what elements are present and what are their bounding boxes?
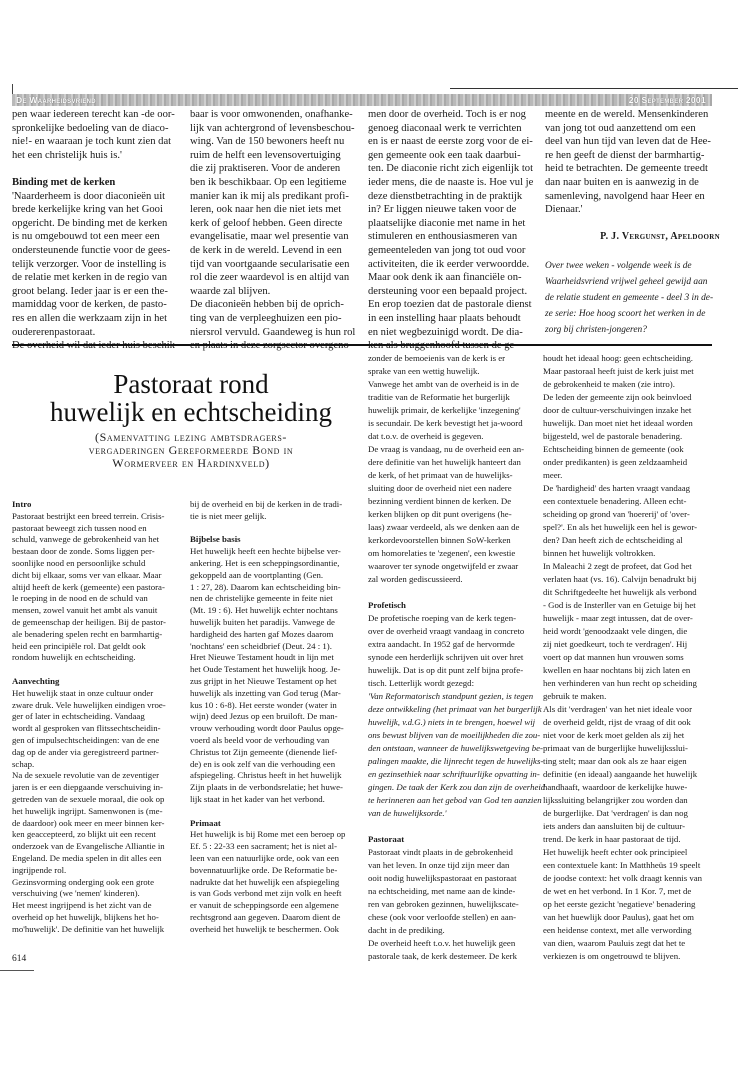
paragraph: houdt het ideaal hoog: geen echtscheiding. Maar pastoraal heeft juist de kerk juist met de gebrokenheid te maken (zie intro). De leden der gemeente zijn ook beinvloed door de cultuur-verschuivingen inzake het huwelijk. Dan moet niet het ideaal worden bijgesteld, wel de pastorale benadering. Echtscheiding binnen de gemeente (ook onder predikanten) is geen zeldzaamheid meer. De 'hardigheid' des harten vraagt vandaag een contextuele benadering. Alleen echt- scheiding op grond van 'hoererij' of 'over- spel?'. En als het huwelijk een hel is gewor- den? Dan heeft zich de echtscheiding al binnen het huwelijk voltrokken. In Maleachi 2 zegt de profeet, dat God het verlaten haat (vs. 16). Calvijn benadrukt bij dit Schriftgedeelte het huwelijk als verbond - God is de Insterller van en Getuige bij het huwelijk - maar zegt intussen, dat de over- heid wordt 'genoodzaakt vele dingen, die zij niet goedkeurt, toch te verdragen'. Hij voert op dat mannen hun vrouwen soms kwellen en haar nochtans bij zich laten en hen verhinderen van hun recht op scheiding gebruik te maken. Als dit 'verdragen' van het niet ideale voor de overheid geldt, rijst de vraag of dit ook niet voor de kerk moet gelden als zij het primaat van de burgerlijke huwelijksslui- ting stelt; maar dan ook als ze haar eigen definitie (en ideaal) aangaande het huwelijk handhaaft, waardoor de kerkelijke huwe- lijkssluiting belangrijker zou worden dan de burgerlijke. Dat 'verdragen' is dan nog iets anders dan aansluiten bij de cultuur- trend. De kerk in haar pastoraat de tijd. Het huwelijk heeft echter ook principieel een contextuele kant: In Matthheüs 19 speelt de joodse context: het volk draagt kennis van de wet en het verbond. In 1 Kor. 7, met de op het eerste gezicht 'negatieve' benadering van het huewlijk door Paulus), gaat het om een heidense context, met alle verwording van dien, waarom Pauluis zegt dat het te verkiezen is om ongetrouwd te blijven. [543,353,703,961]
article-subtitle: (Samenvatting lezing ambtsdragers- vergaderingen Gereformeerde Bond in Wormerveer en Hardinxveld) [88,430,294,470]
section-heading: Aanvechting [12,675,60,686]
footer-rule [0,970,34,971]
spacer [12,162,184,176]
paragraph: zonder de bemoeienis van de kerk is er sprake van een wettig huwelijk. Vanwege het ambt van de overheid is in de traditie van de Reformatie het burgerlijk huwelijk primair, de kerkelijke 'inzegening' is secundair. De kerk bevestigt het ja-woord dat t.o.v. de overheid is gegeven. De vraag is vandaag, nu de overheid een an- dere definitie van het huwelijk hanteert dan de kerk, of het primaat van de huwelijks- sluiting door de overheid niet een nadere bezinning verdient binnen de kerken. De kerken blijken op dit punt overigens (he- laas) zwaar verdeeld, als we denken aan de kerkordevoorstellen binnen SoW-kerken om homorelaties te 'zegenen', een kwestie waarover ter synode ongetwijfeld er zwaar zal worden gediscussieerd. [368,353,525,584]
author-byline: P. J. Vergunst, Apeldoorn [600,231,720,243]
spacer [190,806,362,818]
editorial-note: Over twee weken - volgende week is de Waarheidsvriend vrijwel geheel gewijd aan de relatie student en gemeente - deel 3 in de- ze serie: Hoe hoog scoort het werken in de zorg bij christen-jongeren? [545,260,714,335]
article-column [543,352,728,963]
section-heading: Profetisch [368,600,406,610]
section-heading: Intro [12,499,32,509]
article-title [12,370,370,426]
section-heading: Primaat [190,817,221,828]
paragraph: pen waar iedereen terecht kan -de oor- spronkelijke bedoeling van de diaco- nie!- en waaraan je toch kunt zien dat het een christelijk huis is.' [12,109,175,161]
paragraph: bij de overheid en bij de kerken in de tradi- tie is niet meer gelijk. [190,499,343,521]
paragraph: baar is voor omwonenden, onafhanke- lijk van achtergrond of levensbeschou- wing. Van de 150 bewoners heeft nu ruim de helft een levensovertuiging die zij praktiseren. Voor de anderen ben ik beschikbaar. Op een legitieme manier kan ik mij als predikant profi- leren, ook naar hen die niet iets met kerk of geloof hebben. Geen directe evangelisatie, maar wel presentie van de kerk in de wereld. Levend in een tijd van voortgaande secularisatie een rol die zeer waardevol is en altijd van waarde zal blijven. De diaconieën hebben bij de oprich- ting van de verpleeghuizen een pio- niersrol vervuld. Gaandeweg is hun rol [190,109,356,338]
section-heading: Pastoraat [368,834,405,844]
spacer [12,664,184,676]
publication-name: De Waarheidsvriend [16,95,96,105]
paragraph: Pastoraat bestrijkt een breed terrein. Crisis- pastoraat beweegt zich tussen nood en schuld, vanwege de gebrokenheid van het bestaan door de zonde. Soms liggen per- soonlijke nood en persoonlijke schuld dicht bij elkaar, soms ver van elkaar. Maar altijd heeft de kerk (gemeente) een pastora- le roeping in de nood en de schuld van mensen, zowel vanuit het ambt als vanuit de gemeenschap der heiligen. Bij de pastor- ale benadering spelen recht en barmhartig- heid een principiële rol. Dat geldt ook rondom huwelijk en echtscheiding. [12,510,166,663]
article-column [190,499,362,935]
section-divider [12,344,712,346]
paragraph: men door de overheid. Toch is er nog genoeg diaconaal werk te verrichten en is er naast de eerste zorg voor de ei- gen gemeente ook een taak daarbui- ten. De diaconie richt zich eigenlijk tot ieder mens, die de naaste is. Hoe vul je deze dienstbetrachting in de praktijk in? Er liggen nieuwe taken voor de plaatselijke diaconie met name in het stimuleren en enthousiasmeren van gemeenteleden van jong tot oud voor activiteiten, die ik eerder verwoordde. Maar ook denk ik aan financiële on- dersteuning voor een bepaald project. En erop toezien dat de pastorale dienst in een instelling haar plaats behoudt en niet wegbezuinigd wordt. De dia- [368,109,534,338]
spacer [545,217,720,231]
running-header [12,94,712,106]
header-rule [450,88,738,89]
article-column [12,499,184,935]
prev-article-column [545,108,720,338]
article-column [368,352,546,963]
prev-article-column [190,108,362,353]
page-number: 614 [12,954,27,964]
prev-article-column [368,108,540,353]
spacer [545,244,720,258]
section-heading: Bijbelse basis [190,534,241,545]
section-heading: Binding met de kerken [12,176,116,188]
title-line: huwelijk en echtscheiding [50,397,332,427]
paragraph: 'Naarderheem is door diaconieën uit brede kerkelijke kring van het Gooi opgericht. De binding met de kerken is nu omgebouwd tot een meer een ondersteunende functie voor de gees- telijk verzorger. Voor de instelling is de relatie met kerken in de regio van groot belang. Ieder jaar is er een the- mamiddag voor de kerken, de pasto- res en allen die werkzaam zijn in het oudererenpastoraat. [12,190,171,338]
block-quote: 'Van Reformatorisch standpunt gezien, is tegen deze ontwikkeling (het primaat van het burgerlijk huwelijk, v.d.G.) niets in te brengen, hoewel wij ons bewust blijven van de moeilijkheden die zou- den ontstaan, wanneer de huwelijkswetgeving be- palingen maakte, die lijnrecht tegen de huwelijks- en gezinsethiek naar schriftuurlijke opvatting in- gingen. De taak der Kerk zou dan zijn de overheid te herinneren aan het gebod van God ten aanzien van de huwelijksorde.' [368,691,546,818]
paragraph: De profetische roeping van de kerk tegen- over de overheid vraagt vandaag in concreto extra aandacht. In 1952 gaf de hervormde synode een herderlijk schrijven uit over hret huwelijk. Dat is op dit punt zelf bijna profe- tisch. Letterlijk wordt gezegd: [368,613,525,688]
prev-article-column [12,108,184,353]
paragraph: meente en de wereld. Mensenkinderen van jong tot oud aanzettend om een deel van hun tijd van leven dat de Hee- re hen geeft de dienst der barmhartig- heid te betrachten. De gemeente treedt dan naar buiten en is aanwezig in de samenleving, navolgend haar Heer en Dienaar.' [545,109,711,216]
paragraph: Het huwelijk is bij Rome met een beroep op Ef. 5 : 22-33 een sacrament; het is niet al- leen van een natuurlijke orde, ook van een bovennatuurlijke orde. De Reformatie be- nadrukte dat het huwelijk een afspiegeling is van Gods verbond met zijn volk en heeft er vanuit de scheppingsorde een algemene rechtsgrond aan gegeven. Daarom dient de overheid het huwelijk te beschermen. Ook [190,829,346,934]
issue-date: 20 September 2001 [628,95,706,105]
spacer [368,586,540,599]
paragraph: Pastoraat vindt plaats in de gebrokenheid van het leven. In onze tijd zijn meer dan ooit nodig huwelijkspastoraat en pastoraat na echtscheiding, met name aan de kinde- ren van gebroken gezinnen, huwelijkscate- chese (ook voor verloofde stellen) en aan- dacht in de prediking. De overheid heeft t.o.v. het huwelijk geen pastorale taak, de kerk destemeer. De kerk [368,847,519,961]
paragraph: Het huwelijk heeft een hechte bijbelse ver- ankering. Het is een scheppingsordinantie, gekoppeld aan de voortplanting (Gen. 1 : 27, 28). Daarom kan echtscheiding bin- nen de christelijke gemeente in feite niet (Mt. 19 : 6). Het huwelijk echter nochtans huwelijk buiten het paradijs. Vanwege de hardigheid des harten gaf Mozes daarom 'nochtans' een scheidbrief (Deut. 24 : 1). Hret Nieuwe Testament houdt in lijn met het Oude Testament het huwelijk hoog. Je- zus grijpt in het Nieuwe Testament op het huwelijk als inzetting van God terug (Mar- kus 10 : 6-8). Het eerste wonder (water in wijn) deed Jezus op een bruiloft. De man- vrouw verhouding wordt door Paulus opge- voerd als beeld voor de verhouding van Christus tot Zijn gemeente (dienende lief- de) en is ook zelf van die verhouding een afspiegeling. Christus heeft in het huwelijk Zijn plaats in de verbondsrelatie; het huwe- lijk staat in het kader van het verbond. [190,546,344,804]
paragraph: Het huwelijk staat in onze cultuur onder zware druk. Vele huwelijken eindigen vroe- ger of later in echtscheiding. Vandaag wordt al gesproken van flitssechtscheidin- gen of impulsechtscheidingen: van de ene dag op de ander via geregistreerd partner- schap. Na de sexuele revolutie van de zeventiger jaren is er een diepgaande verschuiving in- getreden van de sexuele moraal, die ook op het huwelijk ingrijpt. Samenwonen is (me- de daardoor) ook meer en meer binnen ker- ken geaccepteerd, zo blijkt uit een recent onderzoek van de Evangelische Alliantie in Engeland. De media spelen in dit alles een ingrijpende rol. Gezinsvorming onderging ook een grote verschuiving (we 'nemen' kinderen). Het meest ingrijpend is het zicht van de overheid op het huwelijk, blijkens het ho- mo'huwelijk'. De definitie van het huwelijk [12,687,166,934]
title-line: Pastoraat rond [113,369,269,399]
spacer [190,523,362,535]
spacer [368,820,540,833]
